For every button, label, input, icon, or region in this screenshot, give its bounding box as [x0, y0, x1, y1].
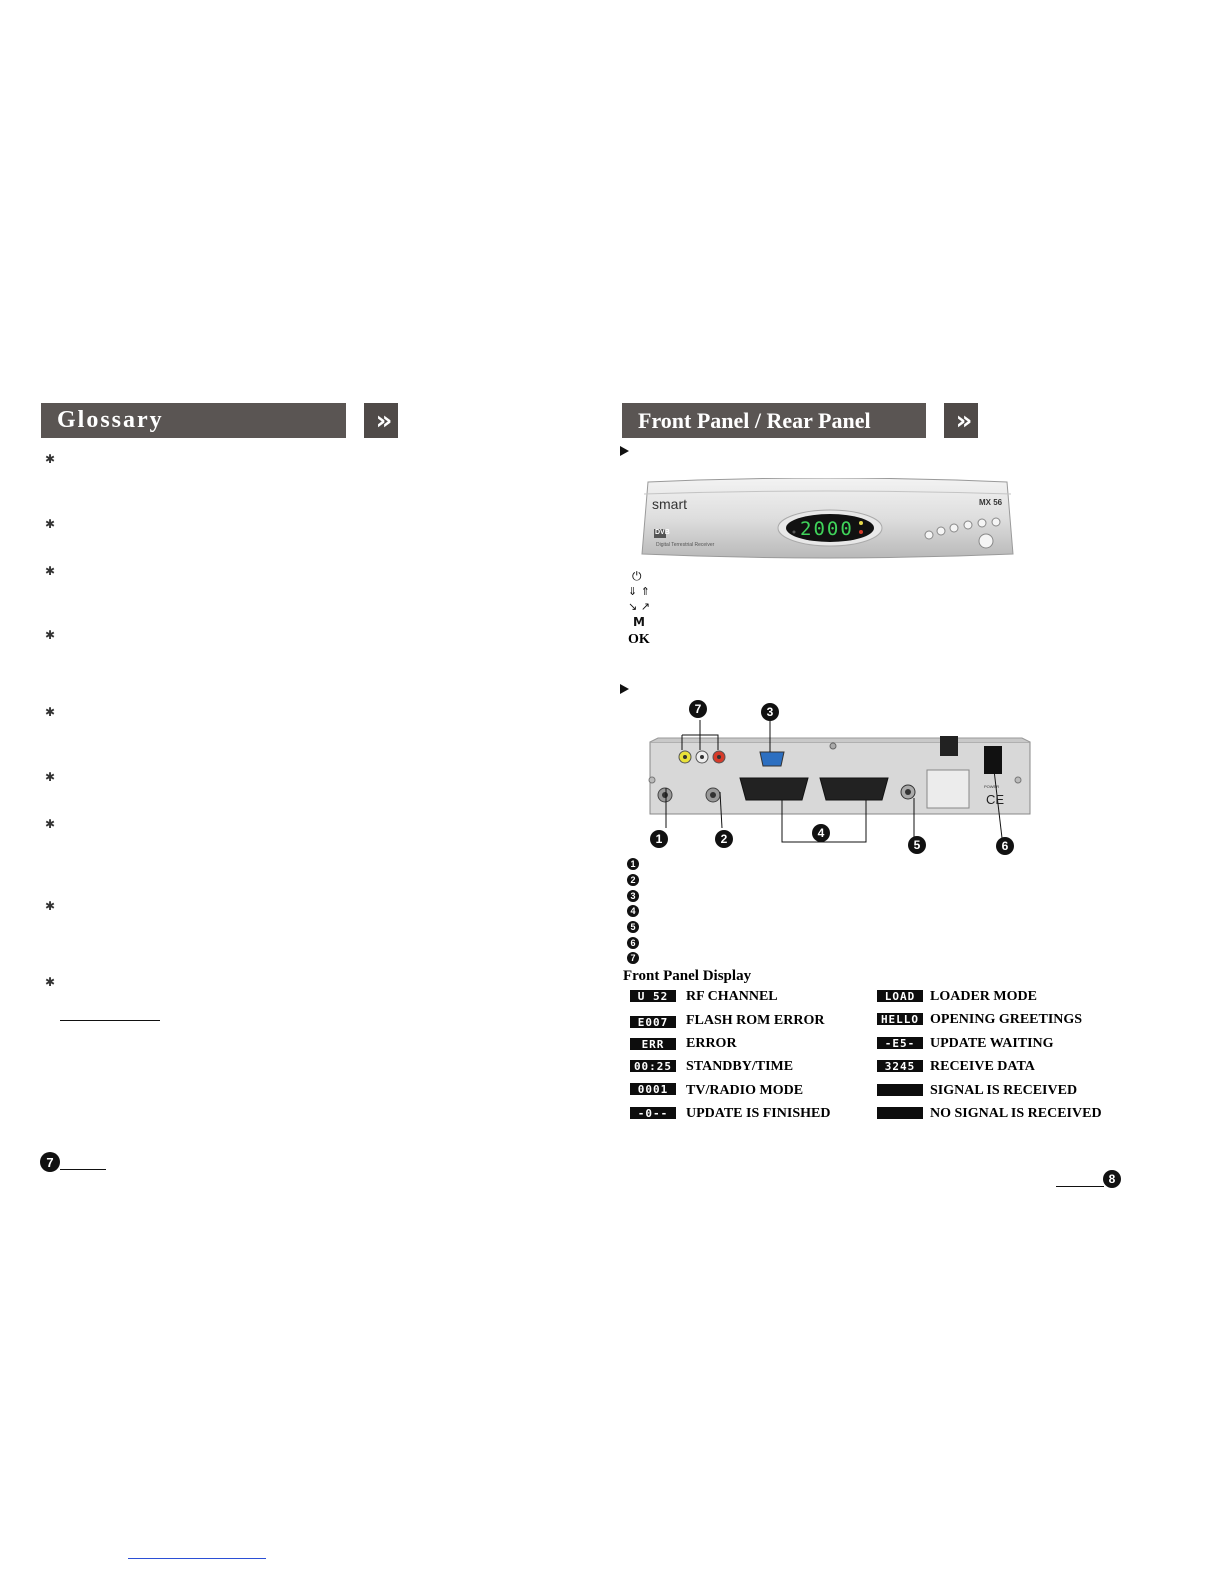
- display-code: ERR: [630, 1038, 676, 1050]
- bullet-icon: ✱: [45, 517, 56, 531]
- rear-callout-5: 5: [908, 836, 926, 854]
- display-meaning: LOADER MODE: [930, 989, 1037, 1004]
- display-meaning: TV/RADIO MODE: [686, 1083, 804, 1098]
- glossary-chevron-icon: »: [364, 403, 398, 438]
- glossary-title: Glossary: [57, 407, 164, 433]
- display-meaning: UPDATE WAITING: [930, 1036, 1054, 1051]
- dvb-logo: DVB: [655, 529, 670, 536]
- legend-number: 3: [627, 890, 639, 902]
- legend-number: 7: [627, 952, 639, 964]
- front-panel-display-title: Front Panel Display: [623, 968, 752, 984]
- bullet-icon: ✱: [45, 899, 56, 913]
- ok-label: OK: [628, 632, 650, 647]
- panel-chevron-icon: »: [944, 403, 978, 438]
- glossary-underline: [60, 1020, 160, 1021]
- display-code: HELLO: [877, 1013, 923, 1025]
- bullet-icon: ✱: [45, 817, 56, 831]
- bullet-icon: ✱: [45, 770, 56, 784]
- rear-callout-4: 4: [812, 824, 830, 842]
- display-code-blank: [877, 1084, 923, 1096]
- rear-panel-image: [640, 700, 1040, 858]
- legend-number: 5: [627, 921, 639, 933]
- display-meaning: ERROR: [686, 1036, 737, 1051]
- device-display-digits: 2000: [800, 518, 854, 540]
- power-icon: ⏻: [632, 569, 642, 583]
- power-switch-label: POWER: [984, 784, 1000, 789]
- rear-callout-2: 2: [715, 830, 733, 848]
- display-meaning: SIGNAL IS RECEIVED: [930, 1083, 1078, 1098]
- bullet-icon: ✱: [45, 452, 56, 466]
- display-meaning: RF CHANNEL: [686, 989, 778, 1004]
- legend-number: 6: [627, 937, 639, 949]
- rear-callout-3: 3: [761, 703, 779, 721]
- page-number-rule-left: [60, 1169, 106, 1170]
- front-panel-image: [640, 478, 1015, 560]
- display-meaning: NO SIGNAL IS RECEIVED: [930, 1106, 1102, 1121]
- bottom-link-underline: [128, 1558, 266, 1559]
- display-meaning: OPENING GREETINGS: [930, 1012, 1083, 1027]
- display-meaning: STANDBY/TIME: [686, 1059, 794, 1074]
- glossary-header: [41, 403, 346, 438]
- rear-callout-1: 1: [650, 830, 668, 848]
- rear-panel-arrow-icon: [620, 684, 629, 694]
- rear-callout-7: 7: [689, 700, 707, 718]
- bullet-icon: ✱: [45, 975, 56, 989]
- display-code: -E5-: [877, 1037, 923, 1049]
- bullet-icon: ✱: [45, 705, 56, 719]
- page-number-badge-left: 7: [40, 1152, 60, 1172]
- display-code: E007: [630, 1016, 676, 1028]
- rear-callout-6: 6: [996, 837, 1014, 855]
- volume-arrows-icon: ↘ ↗: [628, 600, 650, 613]
- front-panel-arrow-icon: [620, 446, 629, 456]
- receiver-rear-drawing: [640, 700, 1040, 858]
- panel-title: Front Panel / Rear Panel: [638, 407, 871, 433]
- display-meaning: RECEIVE DATA: [930, 1059, 1035, 1074]
- display-meaning: UPDATE IS FINISHED: [686, 1106, 831, 1121]
- legend-number: 2: [627, 874, 639, 886]
- legend-number: 4: [627, 905, 639, 917]
- page-number-badge-right: 8: [1103, 1170, 1121, 1188]
- display-code: U 52: [630, 990, 676, 1002]
- ce-mark: CE: [986, 792, 1005, 807]
- menu-icon: M: [633, 615, 645, 629]
- bullet-icon: ✱: [45, 628, 56, 642]
- display-code: 00:25: [630, 1060, 676, 1072]
- display-code: 0001: [630, 1083, 676, 1095]
- display-code-blank: [877, 1107, 923, 1119]
- display-code: LOAD: [877, 990, 923, 1002]
- bullet-icon: ✱: [45, 564, 56, 578]
- device-brand: smart: [652, 496, 687, 512]
- device-caption: Digital Terrestrial Receiver: [656, 542, 715, 548]
- legend-number: 1: [627, 858, 639, 870]
- display-code: 3245: [877, 1060, 923, 1072]
- channel-up-down-icon: ⇓ ⇑: [628, 585, 650, 598]
- panel-header: [622, 403, 926, 438]
- page-number-rule-right: [1056, 1186, 1104, 1187]
- display-code: -0--: [630, 1107, 676, 1119]
- device-model: MX 56: [979, 498, 1003, 507]
- display-meaning: FLASH ROM ERROR: [686, 1013, 825, 1028]
